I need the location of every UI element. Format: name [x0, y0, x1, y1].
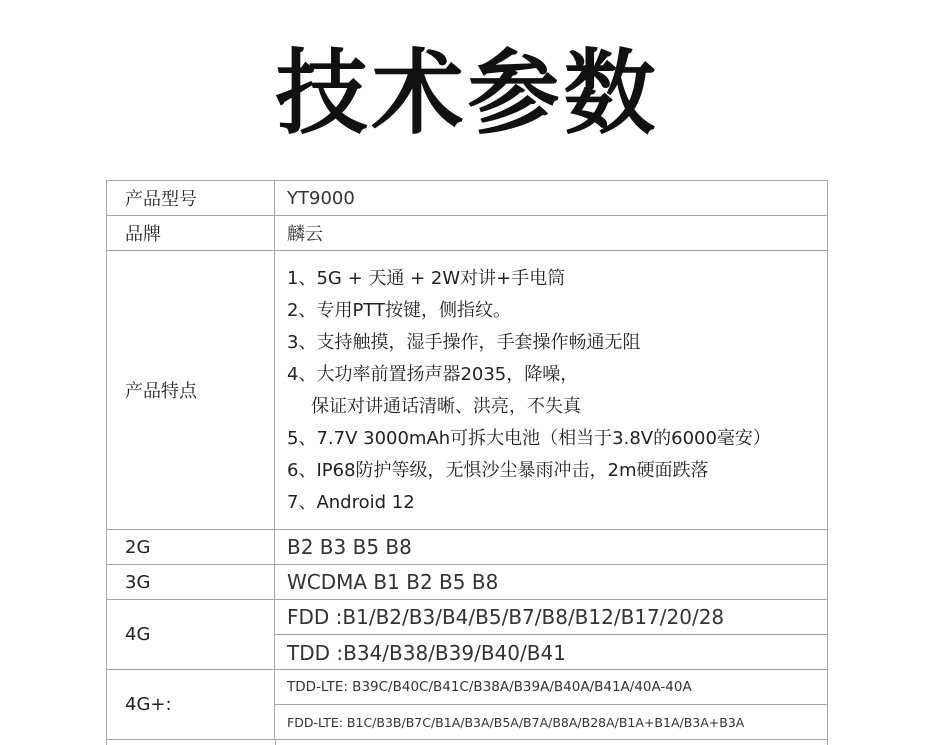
4g-tdd-value: TDD :B34/B38/B39/B40/B41 — [287, 640, 566, 665]
4g-plus-fdd-lte-value: FDD-LTE: B1C/B3B/B7C/B1A/B3A/B5A/B7A/B8A/B28A/B1A+B1A/B3A+B3A — [287, 715, 745, 730]
feature-item: 7、Android 12 — [287, 492, 415, 513]
table-row-3g — [107, 565, 827, 600]
4g-plus-tdd-lte-value: TDD-LTE: B39C/B40C/B41C/B38A/B39A/B40A/B41A/40A-40A — [275, 670, 827, 705]
table-row-brand — [107, 216, 827, 251]
feature-item: 1、5G + 天通 + 2W对讲+手电筒 — [287, 268, 566, 289]
3g-label: 3G — [107, 565, 275, 599]
3g-value: WCDMA B1 B2 B5 B8 — [287, 570, 499, 594]
model-label: 产品型号 — [107, 181, 275, 215]
table-row-4g — [107, 600, 827, 670]
table-row-model — [107, 181, 827, 216]
table-row-features — [107, 251, 827, 530]
feature-list — [275, 251, 827, 529]
column-divider — [275, 740, 276, 745]
4g-label: 4G — [107, 600, 275, 669]
2g-label: 2G — [107, 530, 275, 564]
model-value: YT9000 — [287, 187, 355, 209]
feature-item: 3、支持触摸，湿手操作，手套操作畅通无阻 — [287, 332, 641, 353]
page-title: 技术参数 — [275, 40, 660, 147]
feature-item: 保证对讲通话清晰、洪亮，不失真 — [311, 396, 581, 417]
table-row-partial — [107, 740, 827, 745]
feature-item: 2、专用PTT按键，侧指纹。 — [287, 300, 511, 321]
table-row-4g-plus — [107, 670, 827, 740]
spec-table — [106, 180, 828, 745]
features-label: 产品特点 — [107, 251, 275, 529]
4g-fdd-value: FDD :B1/B2/B3/B4/B5/B7/B8/B12/B17/20/28 — [275, 600, 827, 635]
brand-value: 麟云 — [287, 224, 323, 245]
2g-value: B2 B3 B5 B8 — [287, 535, 412, 559]
brand-label: 品牌 — [107, 216, 275, 250]
4g-plus-label: 4G+: — [107, 670, 275, 739]
feature-item: 5、7.7V 3000mAh可拆大电池（相当于3.8V的6000毫安） — [287, 428, 771, 449]
feature-item: 6、IP68防护等级，无惧沙尘暴雨冲击，2m硬面跌落 — [287, 460, 709, 481]
feature-item: 4、大功率前置扬声器2035，降噪， — [287, 364, 579, 385]
table-row-2g — [107, 530, 827, 565]
